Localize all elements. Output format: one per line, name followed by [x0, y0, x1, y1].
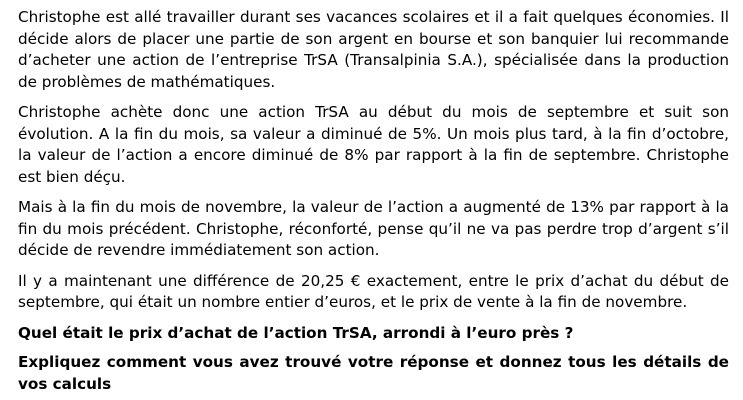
- paragraph-november: Mais à la fin du mois de novembre, la valeur de l’action a augmenté de 13% par rapport à la fin du mois précédent. Christophe, réconforté, pense qu’il ne va pas perdre trop d’argent s’il décide de revendre immédiatement son action.: [18, 198, 729, 259]
- paragraph-september-october: Christophe achète donc une action TrSA au début du mois de septembre et suit son évolution. A la fin du mois, sa valeur a diminué de 5%. Un mois plus tard, à la fin d’octobre, la valeur de l’action a encore diminué de 8% par rapport à la fin de septembre. Christophe est bien déçu.: [18, 103, 729, 186]
- question-text: Quel était le prix d’achat de l’action TrSA, arrondi à l’euro près ?: [18, 323, 574, 342]
- paragraph-intro: Christophe est allé travailler durant ses vacances scolaires et il a fait quelques économies. Il décide alors de placer une partie de son argent en bourse et son banquier lui recommande d’acheter une action de l’entreprise TrSA (Transalpinia S.A.), spécialisée dans la production de problèmes de mathématiques.: [18, 8, 729, 91]
- instruction-text: Expliquez comment vous avez trouvé votre réponse et donnez tous les détails de vos calculs: [18, 353, 729, 393]
- paragraph-difference: Il y a maintenant une différence de 20,25 € exactement, entre le prix d’achat du début de septembre, qui était un nombre entier d’euros, et le prix de vente à la fin de novembre.: [18, 271, 729, 311]
